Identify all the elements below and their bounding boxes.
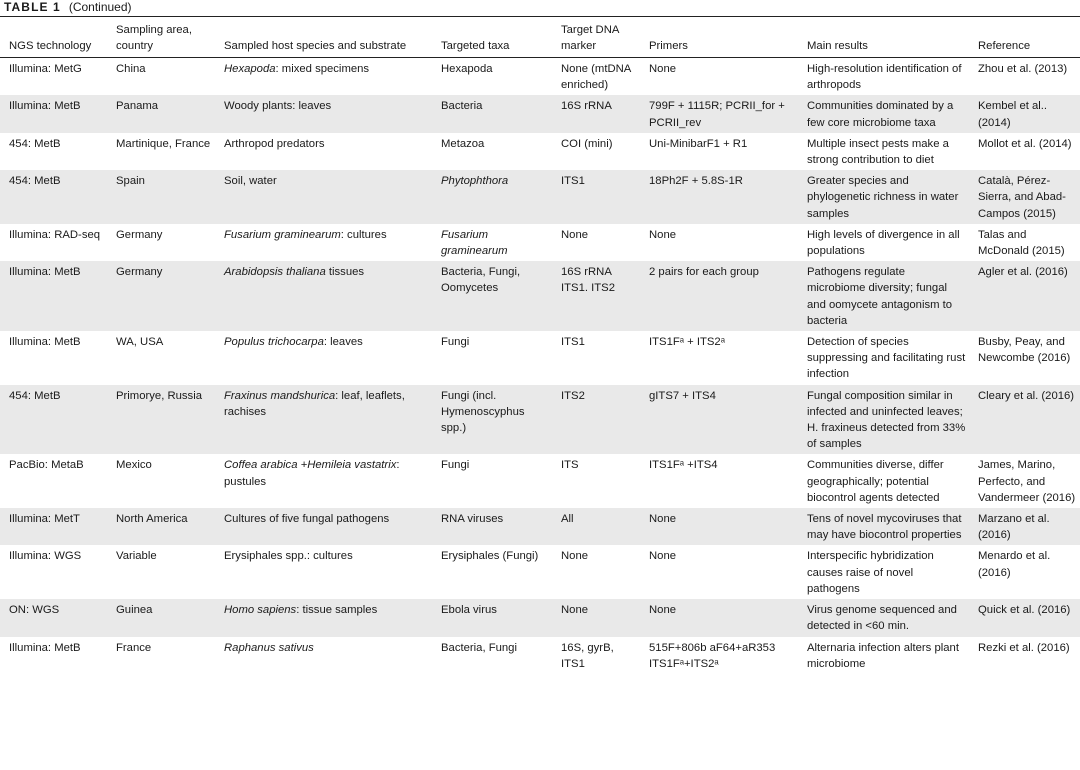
cell-host: Coffea arabica +Hemileia vastatrix: pustules: [224, 459, 400, 488]
table-row: [0, 637, 1080, 674]
cell-results: Alternaria infection alters plant microbiome: [807, 641, 959, 670]
header-row: [0, 17, 1080, 58]
cell-area: Mexico: [116, 459, 152, 472]
cell-results: Detection of species suppressing and facilitating rust infection: [807, 336, 966, 381]
cell-results: Pathogens regulate microbiome diversity; fungal and oomycete antagonism to bacteria: [799, 261, 970, 331]
cell-results: Communities diverse, differ geographically; potential biocontrol agents detected: [807, 459, 944, 504]
table-label: TABLE 1: [4, 0, 61, 14]
cell-primers: None: [649, 550, 677, 563]
table-row: [0, 170, 1080, 224]
cell-ref: Mollot et al. (2014): [978, 137, 1072, 150]
col-header: Primers: [641, 17, 799, 58]
cell-ref: Cleary et al. (2016): [970, 385, 1080, 455]
col-header: Target DNA marker: [553, 17, 641, 58]
cell-results: Virus genome sequenced and detected in <60 min.: [799, 599, 970, 636]
cell-ref: Zhou et al. (2013): [978, 63, 1068, 75]
cell-marker: None: [553, 599, 641, 636]
table-caption: [4, 0, 132, 15]
cell-primers: 18Ph2F + 5.8S-1R: [641, 170, 799, 224]
cell-area: Variable: [116, 550, 157, 563]
cell-area: Panama: [108, 95, 216, 132]
table-row: [0, 133, 1080, 170]
cell-taxa: Phytophthora: [433, 170, 553, 224]
cell-primers: None: [649, 228, 677, 241]
cell-results: Fungal composition similar in infected and uninfected leaves; H. fraxineus detected from 33% of samples: [799, 385, 970, 455]
cell-taxa: Fungi: [441, 336, 470, 349]
cell-area: Spain: [108, 170, 216, 224]
col-header: Sampled host species and substrate: [216, 17, 433, 58]
cell-results: Interspecific hybridization causes raise of novel pathogens: [807, 550, 934, 595]
cell-tech: Illumina: RAD-seq: [9, 228, 101, 241]
cell-ref: James, Marino, Perfecto, and Vandermeer (2016): [978, 459, 1076, 504]
cell-marker: 16S rRNA ITS1. ITS2: [553, 261, 641, 331]
cell-ref: Rezki et al. (2016): [978, 641, 1070, 654]
cell-marker: None (mtDNA enriched): [561, 63, 631, 92]
table-row: [0, 545, 1080, 599]
col-header: Main results: [799, 17, 970, 58]
cell-host: Homo sapiens: tissue samples: [216, 599, 433, 636]
cell-tech: 454: MetB: [0, 170, 108, 224]
col-header: Sampling area, country: [108, 17, 216, 58]
table-note: (Continued): [68, 0, 132, 14]
table-row: [0, 58, 1080, 96]
cell-area: WA, USA: [116, 336, 164, 349]
cell-primers: ITS1Fᵃ +ITS4: [649, 459, 718, 472]
cell-host: Populus trichocarpa: leaves: [224, 336, 363, 349]
cell-tech: Illumina: MetB: [0, 261, 108, 331]
cell-ref: Kembel et al.. (2014): [970, 95, 1080, 132]
table-row: [0, 599, 1080, 636]
cell-primers: gITS7 + ITS4: [641, 385, 799, 455]
cell-ref: Busby, Peay, and Newcombe (2016): [978, 336, 1071, 365]
cell-host: Arabidopsis thaliana tissues: [216, 261, 433, 331]
cell-area: Primorye, Russia: [108, 385, 216, 455]
cell-host: Soil, water: [216, 170, 433, 224]
cell-tech: 454: MetB: [9, 137, 61, 150]
cell-tech: Illumina: WGS: [9, 550, 82, 563]
cell-marker: 16S rRNA: [553, 95, 641, 132]
cell-results: Communities dominated by a few core microbiome taxa: [799, 95, 970, 132]
cell-area: North America: [108, 508, 216, 545]
cell-taxa: Metazoa: [441, 137, 485, 150]
cell-marker: None: [561, 550, 589, 563]
table-row: [0, 385, 1080, 455]
cell-results: High-resolution identification of arthropods: [807, 63, 962, 92]
cell-marker: None: [561, 228, 589, 241]
cell-primers: Uni-MinibarF1 + R1: [649, 137, 748, 150]
table-row: [0, 224, 1080, 261]
cell-host: Cultures of five fungal pathogens: [216, 508, 433, 545]
cell-tech: 454: MetB: [0, 385, 108, 455]
cell-area: France: [116, 641, 152, 654]
cell-host: Fusarium graminearum: cultures: [224, 228, 387, 241]
cell-taxa: Fusarium graminearum: [441, 228, 508, 258]
cell-host: Woody plants: leaves: [216, 95, 433, 132]
cell-tech: Illumina: MetG: [9, 63, 82, 75]
cell-marker: COI (mini): [561, 137, 613, 150]
col-header: Targeted taxa: [433, 17, 553, 58]
cell-primers: 515F+806b aF64+aR353 ITS1Fᵃ+ITS2ᵃ: [649, 641, 776, 670]
cell-taxa: Erysiphales (Fungi): [441, 550, 539, 563]
cell-host: Raphanus sativus: [224, 641, 314, 654]
cell-taxa: Fungi (incl. Hymenoscyphus spp.): [433, 385, 553, 455]
cell-ref: Marzano et al. (2016): [970, 508, 1080, 545]
table-row: [0, 261, 1080, 331]
cell-marker: All: [553, 508, 641, 545]
cell-host: Fraxinus mandshurica: leaf, leaflets, rachises: [216, 385, 433, 455]
cell-taxa: Hexapoda: [441, 63, 493, 75]
cell-host: Erysiphales spp.: cultures: [224, 550, 353, 563]
table-row: [0, 508, 1080, 545]
cell-marker: ITS2: [553, 385, 641, 455]
cell-ref: Menardo et al. (2016): [978, 550, 1051, 579]
table-row: [0, 95, 1080, 132]
ngs-table: [0, 16, 1080, 674]
cell-results: Tens of novel mycoviruses that may have biocontrol properties: [799, 508, 970, 545]
cell-marker: ITS: [561, 459, 579, 472]
table-row: [0, 454, 1080, 508]
cell-tech: Illumina: MetB: [9, 336, 81, 349]
cell-area: China: [116, 63, 146, 75]
cell-ref: Quick et al. (2016): [970, 599, 1080, 636]
cell-marker: ITS1: [561, 336, 585, 349]
cell-area: Germany: [108, 261, 216, 331]
cell-tech: Illumina: MetB: [0, 95, 108, 132]
cell-ref: Català, Pérez-Sierra, and Abad-Campos (2015): [970, 170, 1080, 224]
cell-tech: ON: WGS: [0, 599, 108, 636]
cell-ref: Agler et al. (2016): [970, 261, 1080, 331]
cell-taxa: Ebola virus: [433, 599, 553, 636]
col-header: NGS technology: [0, 17, 108, 58]
cell-ref: Talas and McDonald (2015): [978, 228, 1065, 258]
cell-area: Germany: [116, 228, 163, 241]
table-row: [0, 331, 1080, 385]
cell-taxa: RNA viruses: [433, 508, 553, 545]
cell-primers: 2 pairs for each group: [641, 261, 799, 331]
cell-taxa: Bacteria, Fungi: [441, 641, 517, 654]
cell-taxa: Fungi: [441, 459, 470, 472]
cell-area: Guinea: [108, 599, 216, 636]
cell-primers: 799F + 1115R; PCRII_for + PCRII_rev: [641, 95, 799, 132]
cell-results: Multiple insect pests make a strong contribution to diet: [807, 137, 949, 167]
cell-tech: Illumina: MetB: [9, 641, 81, 654]
cell-area: Martinique, France: [116, 137, 211, 150]
cell-marker: ITS1: [553, 170, 641, 224]
cell-results: Greater species and phylogenetic richness in water samples: [799, 170, 970, 224]
cell-tech: PacBio: MetaB: [9, 459, 84, 472]
cell-primers: None: [649, 63, 677, 75]
col-header: Reference: [970, 17, 1080, 58]
cell-tech: Illumina: MetT: [0, 508, 108, 545]
cell-primers: None: [641, 599, 799, 636]
cell-primers: None: [641, 508, 799, 545]
cell-taxa: Bacteria, Fungi, Oomycetes: [433, 261, 553, 331]
cell-host: Arthropod predators: [224, 137, 325, 150]
cell-host: Hexapoda: mixed specimens: [224, 63, 370, 75]
cell-primers: ITS1Fᵃ + ITS2ᵃ: [649, 336, 725, 349]
cell-results: High levels of divergence in all populations: [807, 228, 960, 258]
cell-marker: 16S, gyrB, ITS1: [561, 641, 614, 670]
cell-taxa: Bacteria: [433, 95, 553, 132]
